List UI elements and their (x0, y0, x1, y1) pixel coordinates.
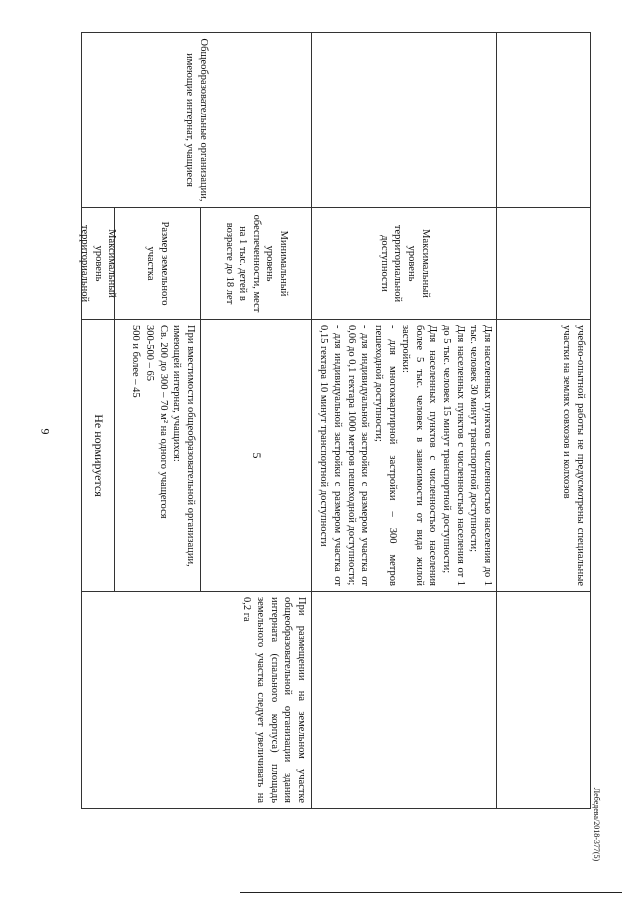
cell-divider (114, 320, 115, 591)
value-line: Для населенных пунктов с численностью населения от 1 до 5 тыс. человек 15 минут транспортной доступности; (441, 325, 466, 586)
sub-value: 5 (249, 452, 264, 459)
note-cell (312, 591, 497, 809)
table-row (81, 32, 311, 809)
note-cell (497, 591, 590, 809)
subindicator-cell (312, 207, 497, 319)
page-number: 9 (38, 428, 53, 435)
value-line: Для населенных пунктов с численностью населения более 5 тыс. человек в зависимости от вида жилой застройки: (400, 325, 439, 586)
value-line: - для индивидуальной застройки с размером участка от 0,06 до 0,1 гектара 1000 метров пешеходной доступности; (345, 325, 371, 586)
subindicator-cell (497, 207, 590, 319)
bottom-rule (240, 892, 622, 893)
standards-table (79, 32, 591, 809)
note-cell: При размещении на земельном участке общеобразовательной организации здания интерната (спального корпуса) площадь земельного участка следует увеличивать на 0,2 га (82, 591, 311, 809)
sub-label: Размер земельного участка (145, 221, 171, 306)
cell-divider (200, 320, 201, 591)
subindicator-text: Максимальный уровень территориальной доступности (378, 224, 431, 303)
value-line: 300-500 – 65 (144, 325, 156, 381)
value-line: Для населенных пунктов с численностью населения до 1 тыс. человек 30 минут транспортной доступности; (468, 325, 493, 586)
subindicator-cell (79, 207, 311, 319)
value-line: Св. 200 до 300 – 70 м² на одного учащегося (157, 325, 169, 519)
document-stamp: Лебедева/2018-377(5) (592, 787, 602, 862)
indicator-cell (312, 32, 497, 207)
value-line: 500 и более – 45 (130, 325, 142, 398)
sub-label: Максимальный уровень территориальной (79, 224, 118, 303)
indicator-cell (497, 32, 590, 207)
cell-divider (200, 208, 201, 319)
sub-value-block (115, 320, 200, 591)
rotated-table-container (79, 32, 591, 809)
table-row (311, 32, 497, 809)
sub-value: Не нормируется (91, 414, 106, 497)
value-line: - для многоквартирной застройки – 300 метров пешеходной доступности; (372, 325, 398, 586)
indicator-cell (82, 32, 311, 207)
table-row (496, 32, 591, 809)
indicator-text: Общеобразовательные организации, имеющие интернат, учащиеся (184, 38, 210, 202)
value-cell (82, 319, 311, 591)
value-cell: учебно-опытной работы не предусмотрены специальные участки на землях совхозов и колхозов (497, 319, 590, 591)
value-cell (312, 319, 497, 591)
value-line: - для индивидуальной застройки с размером участка от 0,15 гектара 10 минут транспортной доступности (318, 325, 343, 586)
value-line: При вместимости общеобразовательной организации, имеющей интернат, учащихся: (171, 325, 196, 567)
sub-label: Минимальный уровень обеспеченности, мест на 1 тыс. детей в возрасте до 18 лет (223, 214, 290, 313)
